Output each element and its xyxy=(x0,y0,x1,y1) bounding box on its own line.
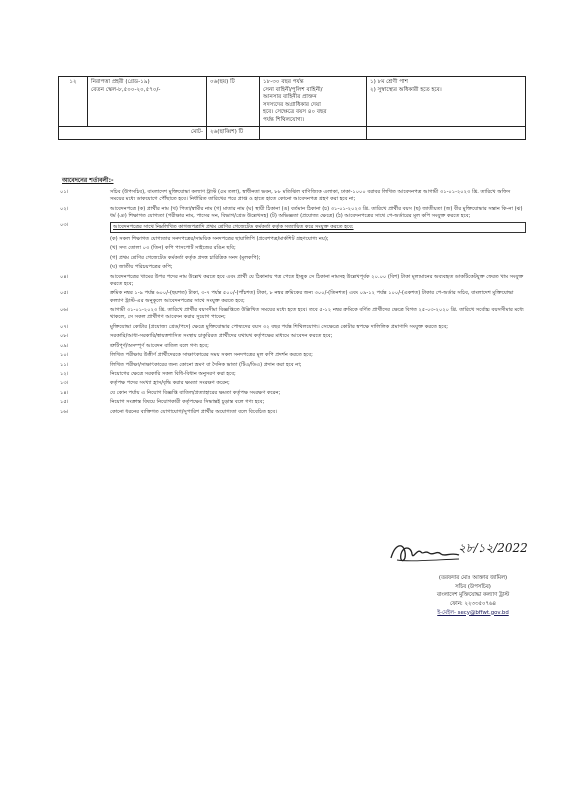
qualification-line: ১) ৮ম শ্রেণী পাশ xyxy=(370,79,408,85)
condition-number: ১৫। xyxy=(60,399,69,406)
condition-text: মুক্তিযোদ্ধা কোটার (প্রযোজ্য গ্রেড/পদে) ক্ষেত্রে মুক্তিযোদ্ধার পোষ্যদের বয়স ৩২ বছর পর্যন্ত শিথিলযোগ্য। সেক্ষেত্রে কোটার স্বপক্ষে দালিলিক প্রমাণাদি সংযুক্ত করতে হবে; xyxy=(110,323,449,330)
condition-number xyxy=(58,264,110,271)
pay-scale: বেতন স্কেল-৮,৫০০-২০,৫৭০/- xyxy=(91,86,161,93)
condition-text: কোনো ধরনের ব্যক্তিগত যোগাযোগ/সুপারিশ প্রার্থীর অযোগ্যতা বলে বিবেচিত হবে। xyxy=(110,408,278,415)
condition-text: (খ) সদ্য তোলা ০৩ (তিন) কপি পাসপোর্ট সাইজের রঙিন ছবি; xyxy=(110,245,236,252)
condition-number xyxy=(58,255,110,262)
condition-text: কর্তৃপক্ষ পদের সংখ্যা হ্রাস/বৃদ্ধি করার ক্ষমতা সংরক্ষণ করেন; xyxy=(110,380,230,387)
condition-number: ১৬। xyxy=(60,408,69,415)
age-line: আনসার বাহিনীর প্রাক্তন xyxy=(263,94,317,101)
condition-item xyxy=(58,351,526,360)
total-row xyxy=(59,127,526,140)
condition-item xyxy=(58,254,526,263)
condition-item xyxy=(58,389,526,398)
condition-number: ১২। xyxy=(60,371,69,377)
condition-number: ০৯। xyxy=(60,342,69,349)
total-value: ২৬(ছাব্বিশ) টি xyxy=(207,127,260,140)
condition-text: (গ) প্রথম শ্রেণির গেজেটেড কর্মকর্তা কর্তৃক প্রদত্ত চারিত্রিক সনদ (মূলকপি); xyxy=(110,254,261,261)
condition-item xyxy=(58,332,526,341)
condition-number: ০৮। xyxy=(60,333,69,340)
condition-text: আবেদনপত্রের সাথে নিম্নলিখিত কাগজপত্রাদি প্রথম শ্রেণির গেজেটেড কর্মকর্তা কর্তৃক সত্যায়িত করে সংযুক্ত করতে হবে: xyxy=(110,222,526,233)
empty-cell xyxy=(260,127,367,140)
condition-text: আবেদনপত্রের খামের উপর পদের নাম উল্লেখ করতে হবে এবং প্রার্থী যে ঠিকানায় পত্র পেতে ইচ্ছুক সে ঠিকানা নামসহ উল্লেখপূর্বক ২০.০০ (বিশ) টাকা মূল্যমানের অব্যবহৃত ডাকটিকেটযুক্ত ফেরত খাম সংযুক্ত করতে হবে; xyxy=(110,273,524,287)
condition-number: ১৩। xyxy=(60,380,69,387)
condition-item xyxy=(58,379,526,388)
post-cell xyxy=(88,77,207,127)
condition-text: নিয়োগের ক্ষেত্রে সরকারি সকল বিধি-বিধান অনুসরণ করা হবে; xyxy=(110,371,236,377)
condition-item xyxy=(58,370,526,379)
post-name: নিরাপত্তা প্রহরী (গ্রেড-১৯) xyxy=(91,79,150,85)
condition-number: ১০। xyxy=(60,352,69,359)
condition-text: সচিব (উপসচিব), বাংলাদেশ মুক্তিযোদ্ধা কল্যাণ ট্রাস্ট (৫ম তলা), স্বাধীনতা ভবন, ৮৮ মতিঝিল বাণিজ্যিক এলাকা, ঢাকা-১০০০ বরাবর লিখিত আবেদনপত্র আগামী ৩১-০১-২০২৩ খ্রি. তারিখে অফিস সময়ের মধ্যে ডাকযোগে পৌঁছাতে হবে। নির্ধারিত তারিখের পরে প্রাপ্ত ও হাতে হাতে কোনো আবেদনপত্র গ্রহণ করা হবে না; xyxy=(110,189,511,203)
condition-item xyxy=(58,221,526,234)
age-line: হবে। সেক্ষেত্রে বয়স ৪০ বছর xyxy=(263,109,327,116)
condition-number: ১১। xyxy=(60,361,69,368)
condition-number: ০৬। xyxy=(60,306,69,313)
condition-number: ০৪। xyxy=(60,273,69,280)
condition-item xyxy=(58,341,526,350)
condition-number: ০৫। xyxy=(60,290,69,297)
signer-phone: ফোন: ২২৩৩৫০৭৬৪ xyxy=(450,600,496,607)
condition-item xyxy=(58,235,526,244)
table-row xyxy=(59,77,526,127)
condition-item xyxy=(58,398,526,407)
age-line: ১৮-৩০ বছর পর্যন্ত xyxy=(263,79,304,85)
signature-image xyxy=(385,538,465,570)
condition-text: লিখিত পরীক্ষায় উত্তীর্ণ প্রার্থীদেরকে সাক্ষাৎকারের সময় সকল সনদপত্রের মূল কপি প্রদর্শন করতে হবে; xyxy=(110,352,313,359)
condition-text: নিয়োগ সংক্রান্ত বিষয়ে নিয়োগকারী কর্তৃপক্ষের সিদ্ধান্তই চূড়ান্ত বলে গণ্য হবে; xyxy=(110,399,265,406)
conditions-heading: আবেদনের শর্তাবলী:- xyxy=(62,177,114,184)
total-label: মোট- xyxy=(59,127,207,140)
condition-text: সরকারি/আধা-সরকারি/স্বায়ত্তশাসিত সংস্থায় চাকুরিরত প্রার্থীদের যথাযথ কর্তৃপক্ষের মাধ্যমে আবেদন করতে হবে; xyxy=(110,333,333,340)
condition-number: ০১। xyxy=(60,189,69,196)
conditions-list xyxy=(58,188,526,417)
age-line: সেনা বাহিনী/পুলিশ বাহিনী/ xyxy=(263,86,323,93)
condition-number: ০৩। xyxy=(60,222,69,229)
condition-item xyxy=(58,322,526,331)
signer-designation: সচিব (উপসচিব) xyxy=(455,583,491,590)
condition-text: ক্রমিক নম্বর ১-৯ পর্যন্ত ৬০০/-(ছয়শত) টাকা, ৩-৭ পর্যন্ত ৫০০/-(পাঁচশত) টাকা, ৮ নম্বর ক্রমিকের জন্য ৩০০/-(তিনশত) এবং ০৯-১২ পর্যন্ত ১০০/-(একশত) টাকার পে-অর্ডার সচিব, বাংলাদেশ মুক্তিযোদ্ধা কল্যাণ ট্রাস্ট-এর অনুকূলে আবেদনপত্রের সাথে সংযুক্ত করতে হবে; xyxy=(110,290,514,304)
condition-item xyxy=(58,273,526,290)
condition-text: আগামী ৩১-০১-২০২৩ খ্রি. তারিখে প্রার্থীর বয়সসীমা বিজ্ঞপ্তিতে উল্লিখিত সময়ের মধ্যে হতে হবে। তবে ৫-১২ নম্বর ক্রমিকে বর্ণিত প্রার্থীদের ক্ষেত্রে বিগত ২৫-০৩-২০২০ খ্রি. তারিখে সর্বোচ্চ বয়সসীমার মধ্যে থাকলে, সে সকল প্রার্থীগণ আবেদন করার সুযোগ পাবেন; xyxy=(110,306,524,321)
signature-date: ২৮/১২/2022 xyxy=(458,541,528,555)
condition-text: (ঘ) জাতীয় পরিচয়পত্রের কপি; xyxy=(110,264,173,271)
vacancy-table xyxy=(58,76,526,140)
condition-item xyxy=(58,289,526,306)
serial-cell: ১২ xyxy=(59,77,88,127)
age-line: সদস্যদের অগ্রাধিকার দেয়া xyxy=(263,101,321,108)
condition-item xyxy=(58,408,526,417)
condition-text: লিখিত পরীক্ষা/সাক্ষাৎকারের জন্য কোনো ভ্রমণ বা দৈনিক ভাতা (টিএ/ডিএ) প্রদান করা হবে না; xyxy=(110,361,302,368)
condition-number xyxy=(58,236,110,243)
condition-item xyxy=(58,205,526,222)
signer-name: (তরফদার মোঃ আক্তার জামিল) xyxy=(438,575,508,581)
qualification-line: ২) সুস্বাস্থ্যের অধিকারী হতে হবে। xyxy=(370,86,442,93)
condition-item xyxy=(58,263,526,272)
signer-email: ই-মেইল- secy@bffwt.gov.bd xyxy=(437,609,509,616)
condition-item xyxy=(58,306,526,323)
empty-cell xyxy=(367,127,526,140)
condition-text: ত্রুটিপূর্ণ/অসম্পূর্ণ আবেদন বাতিল বলে গণ্য হবে; xyxy=(110,342,209,349)
qualification-cell xyxy=(367,77,526,127)
condition-number: ০২। xyxy=(60,205,69,212)
condition-item xyxy=(58,188,526,205)
post-count: ০৬(ছয়) টি xyxy=(207,77,260,127)
condition-item xyxy=(58,360,526,369)
condition-number: ০৭। xyxy=(60,323,69,330)
condition-text: (ক) সকল শিক্ষাগত যোগ্যতার সনদপত্রের/সাময়িক সনদপত্রের ছায়ালিপি (প্রবেশপত্র/মার্কশিট গ্রহণযোগ্য নয়); xyxy=(110,235,329,242)
age-line: পর্যন্ত শিথিলযোগ্য। xyxy=(263,116,305,123)
signer-block xyxy=(398,574,548,617)
condition-number: ১৪। xyxy=(60,389,69,396)
condition-item xyxy=(58,244,526,253)
condition-number xyxy=(58,245,110,252)
condition-text: যে কোন পর্যায় এ নিয়োগ বিজ্ঞপ্তি বাতিল/প্রত্যাহারের ক্ষমতা কর্তৃপক্ষ সংরক্ষণ করেন; xyxy=(110,389,281,396)
age-limit-cell xyxy=(260,77,367,127)
signer-organization: বাংলাদেশ মুক্তিযোদ্ধা কল্যাণ ট্রাস্ট xyxy=(436,592,510,599)
condition-text: আবেদনপত্রে (ক) প্রার্থীর নাম (খ) পিতা/স্বামীর নাম (গ) মাতার নাম (ঘ) স্থায়ী ঠিকানা (ঙ) বর্তমান ঠিকানা (চ) ৩১-০১-২০২৩ খ্রি. তারিখে প্রার্থীর বয়স (ছ) জাতীয়তা (জ) বীর মুক্তিযোদ্ধার সন্তান কি-না (ঝ) ধর্ম (ঞ) শিক্ষাগত যোগ্যতা (পরীক্ষার নাম, পাসের সন, বিভাগ/গ্রেড উল্লেখসহ) (ট) অভিজ্ঞতা (প্রযোজ্য ক্ষেত্রে) (ঠ) আবেদনপত্রের সাথে পে-অর্ডারের মূল কপি সংযুক্ত করতে হবে; xyxy=(110,205,523,219)
